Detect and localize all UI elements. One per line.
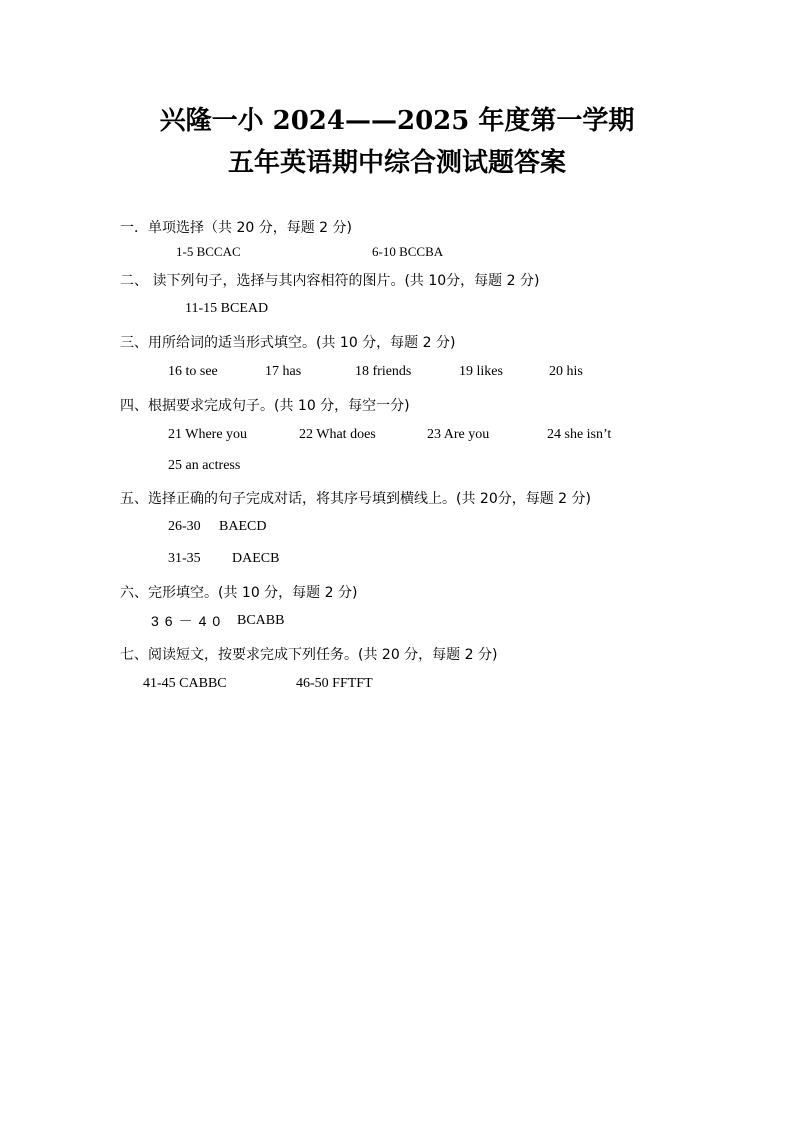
section-3-answer-19: 19 likes	[459, 364, 503, 379]
section-5-answer-2: DAECB	[232, 551, 280, 566]
section-7-answer-2: 46-50 FFTFT	[296, 676, 373, 691]
section-6-answer: BCABB	[237, 613, 285, 628]
section-5-range-1: 26-30	[168, 519, 201, 534]
section-2-heading: 二、 读下列句子，选择与其内容相符的图片。(共 10分，每题 2 分)	[120, 273, 540, 289]
section-3-answer-18: 18 friends	[355, 364, 412, 379]
section-1-heading: 一．单项选择（共 20 分，每题 2 分)	[120, 220, 352, 236]
section-4-answer-22: 22 What does	[299, 427, 376, 442]
section-4-answer-23: 23 Are you	[427, 427, 490, 442]
section-4-heading: 四、根据要求完成句子。(共 10 分，每空一分)	[120, 398, 410, 414]
section-3-answer-20: 20 his	[549, 364, 583, 379]
section-2-answer-1: 11-15 BCEAD	[185, 301, 269, 316]
section-7-heading: 七、阅读短文，按要求完成下列任务。(共 20 分，每题 2 分)	[120, 647, 498, 663]
section-5-answer-1: BAECD	[219, 519, 267, 534]
section-3-answer-17: 17 has	[265, 364, 302, 379]
section-4-answer-25: 25 an actress	[168, 458, 241, 473]
document-title-line-2: 五年英语期中综合测试题答案	[227, 148, 566, 178]
section-3-answer-16: 16 to see	[168, 364, 218, 379]
section-5-range-2: 31-35	[168, 551, 201, 566]
section-1-answer-1: 1-5 BCCAC	[176, 244, 241, 259]
section-3-heading: 三、用所给词的适当形式填空。(共 10 分，每题 2 分)	[120, 335, 456, 351]
section-1-answer-2: 6-10 BCCBA	[372, 244, 444, 259]
section-6-range: 36－40	[151, 613, 227, 629]
section-4-answer-21: 21 Where you	[168, 427, 248, 442]
document-title-line-1: 兴隆一小 2024——2025 年度第一学期	[159, 106, 635, 136]
section-4-answer-24: 24 she isn’t	[547, 427, 612, 442]
section-7-answer-1: 41-45 CABBC	[143, 676, 227, 691]
section-6-heading: 六、完形填空。(共 10 分，每题 2 分)	[120, 585, 358, 601]
section-5-heading: 五、选择正确的句子完成对话，将其序号填到横线上。(共 20分，每题 2 分)	[120, 491, 591, 507]
